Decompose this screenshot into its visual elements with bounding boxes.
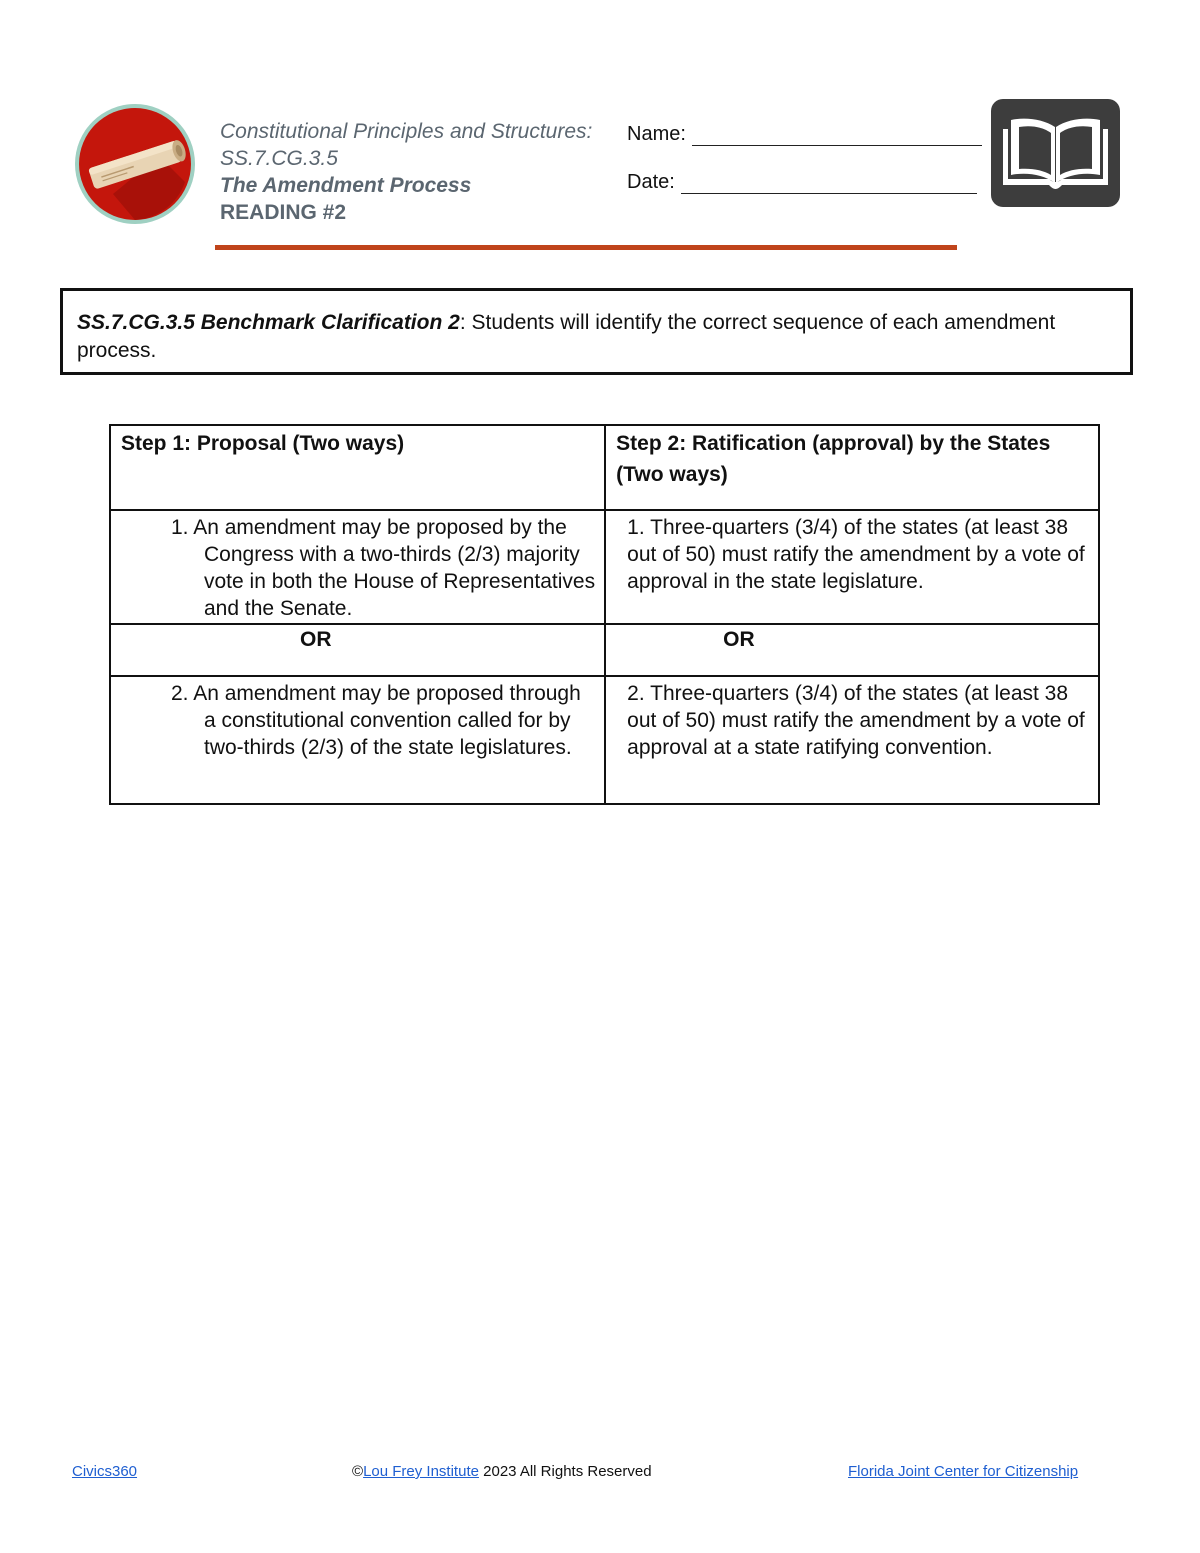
or-label: OR	[723, 628, 755, 651]
or-label: OR	[300, 628, 332, 651]
florida-joint-center-link[interactable]: Florida Joint Center for Citizenship	[848, 1463, 1079, 1480]
name-field[interactable]	[627, 120, 982, 146]
header-divider	[215, 245, 957, 250]
item-number: 1.	[627, 516, 645, 539]
item-number: 2.	[627, 682, 645, 705]
proposal-method-1	[110, 510, 605, 624]
footer-right	[848, 1463, 1078, 1480]
date-field[interactable]	[627, 168, 982, 194]
table-row	[110, 676, 1099, 804]
item-number: 2.	[171, 682, 189, 705]
lesson-title: The Amendment Process	[220, 174, 472, 197]
item-text: Three-quarters (3/4) of the states (at least 38 out of 50) must ratify the amendment by a vote of approval at a state ratifying convention.	[627, 682, 1085, 759]
reading-label: READING #2	[220, 201, 347, 224]
amendment-steps-table	[109, 424, 1100, 805]
list-item	[607, 678, 1097, 761]
copyright-text: 2023 All Rights Reserved	[478, 1463, 652, 1480]
copyright-symbol: ©	[352, 1463, 364, 1480]
item-text: An amendment may be proposed through a constitutional convention called for by two-thirds (2/3) of the state legislatures.	[193, 682, 581, 759]
ratification-method-1	[605, 510, 1099, 624]
name-label: Name:	[627, 123, 686, 145]
open-book-icon	[991, 99, 1120, 207]
item-number: 1.	[171, 516, 189, 539]
ratification-method-2	[605, 676, 1099, 804]
table-header-row	[110, 425, 1099, 510]
or-cell-right	[605, 624, 1099, 676]
item-text: Three-quarters (3/4) of the states (at least 38 out of 50) must ratify the amendment by a vote of approval in the state legislature.	[627, 516, 1085, 593]
civics360-link[interactable]: Civics360	[72, 1463, 138, 1480]
name-line[interactable]	[692, 125, 982, 146]
benchmark-box	[60, 288, 1133, 375]
footer-center	[352, 1463, 652, 1480]
date-line[interactable]	[681, 173, 977, 194]
header-step1: Step 1: Proposal (Two ways)	[110, 425, 605, 510]
list-item	[112, 678, 603, 761]
item-text: An amendment may be proposed by the Congress with a two-thirds (2/3) majority vote in both the House of Representatives and the Senate.	[193, 516, 596, 620]
or-cell-left	[110, 624, 605, 676]
lou-frey-institute-link[interactable]: Lou Frey Institute	[363, 1463, 479, 1480]
table-row-or	[110, 624, 1099, 676]
name-date-fields	[627, 120, 982, 194]
proposal-method-2	[110, 676, 605, 804]
benchmark-separator: :	[459, 311, 466, 334]
footer-left	[72, 1463, 137, 1480]
title-block	[220, 118, 600, 226]
date-label: Date:	[627, 171, 675, 193]
table-row	[110, 510, 1099, 624]
benchmark-text: Students will identify the correct sequence of each amendment process.	[77, 311, 1056, 362]
subject-line: Constitutional Principles and Structures: SS.7.CG.3.5	[220, 120, 593, 170]
list-item	[112, 512, 603, 622]
list-item	[607, 512, 1097, 595]
header-step2: Step 2: Ratification (approval) by the States (Two ways)	[605, 425, 1099, 510]
scroll-document-icon	[73, 102, 197, 226]
benchmark-label: SS.7.CG.3.5 Benchmark Clarification 2	[77, 311, 460, 334]
